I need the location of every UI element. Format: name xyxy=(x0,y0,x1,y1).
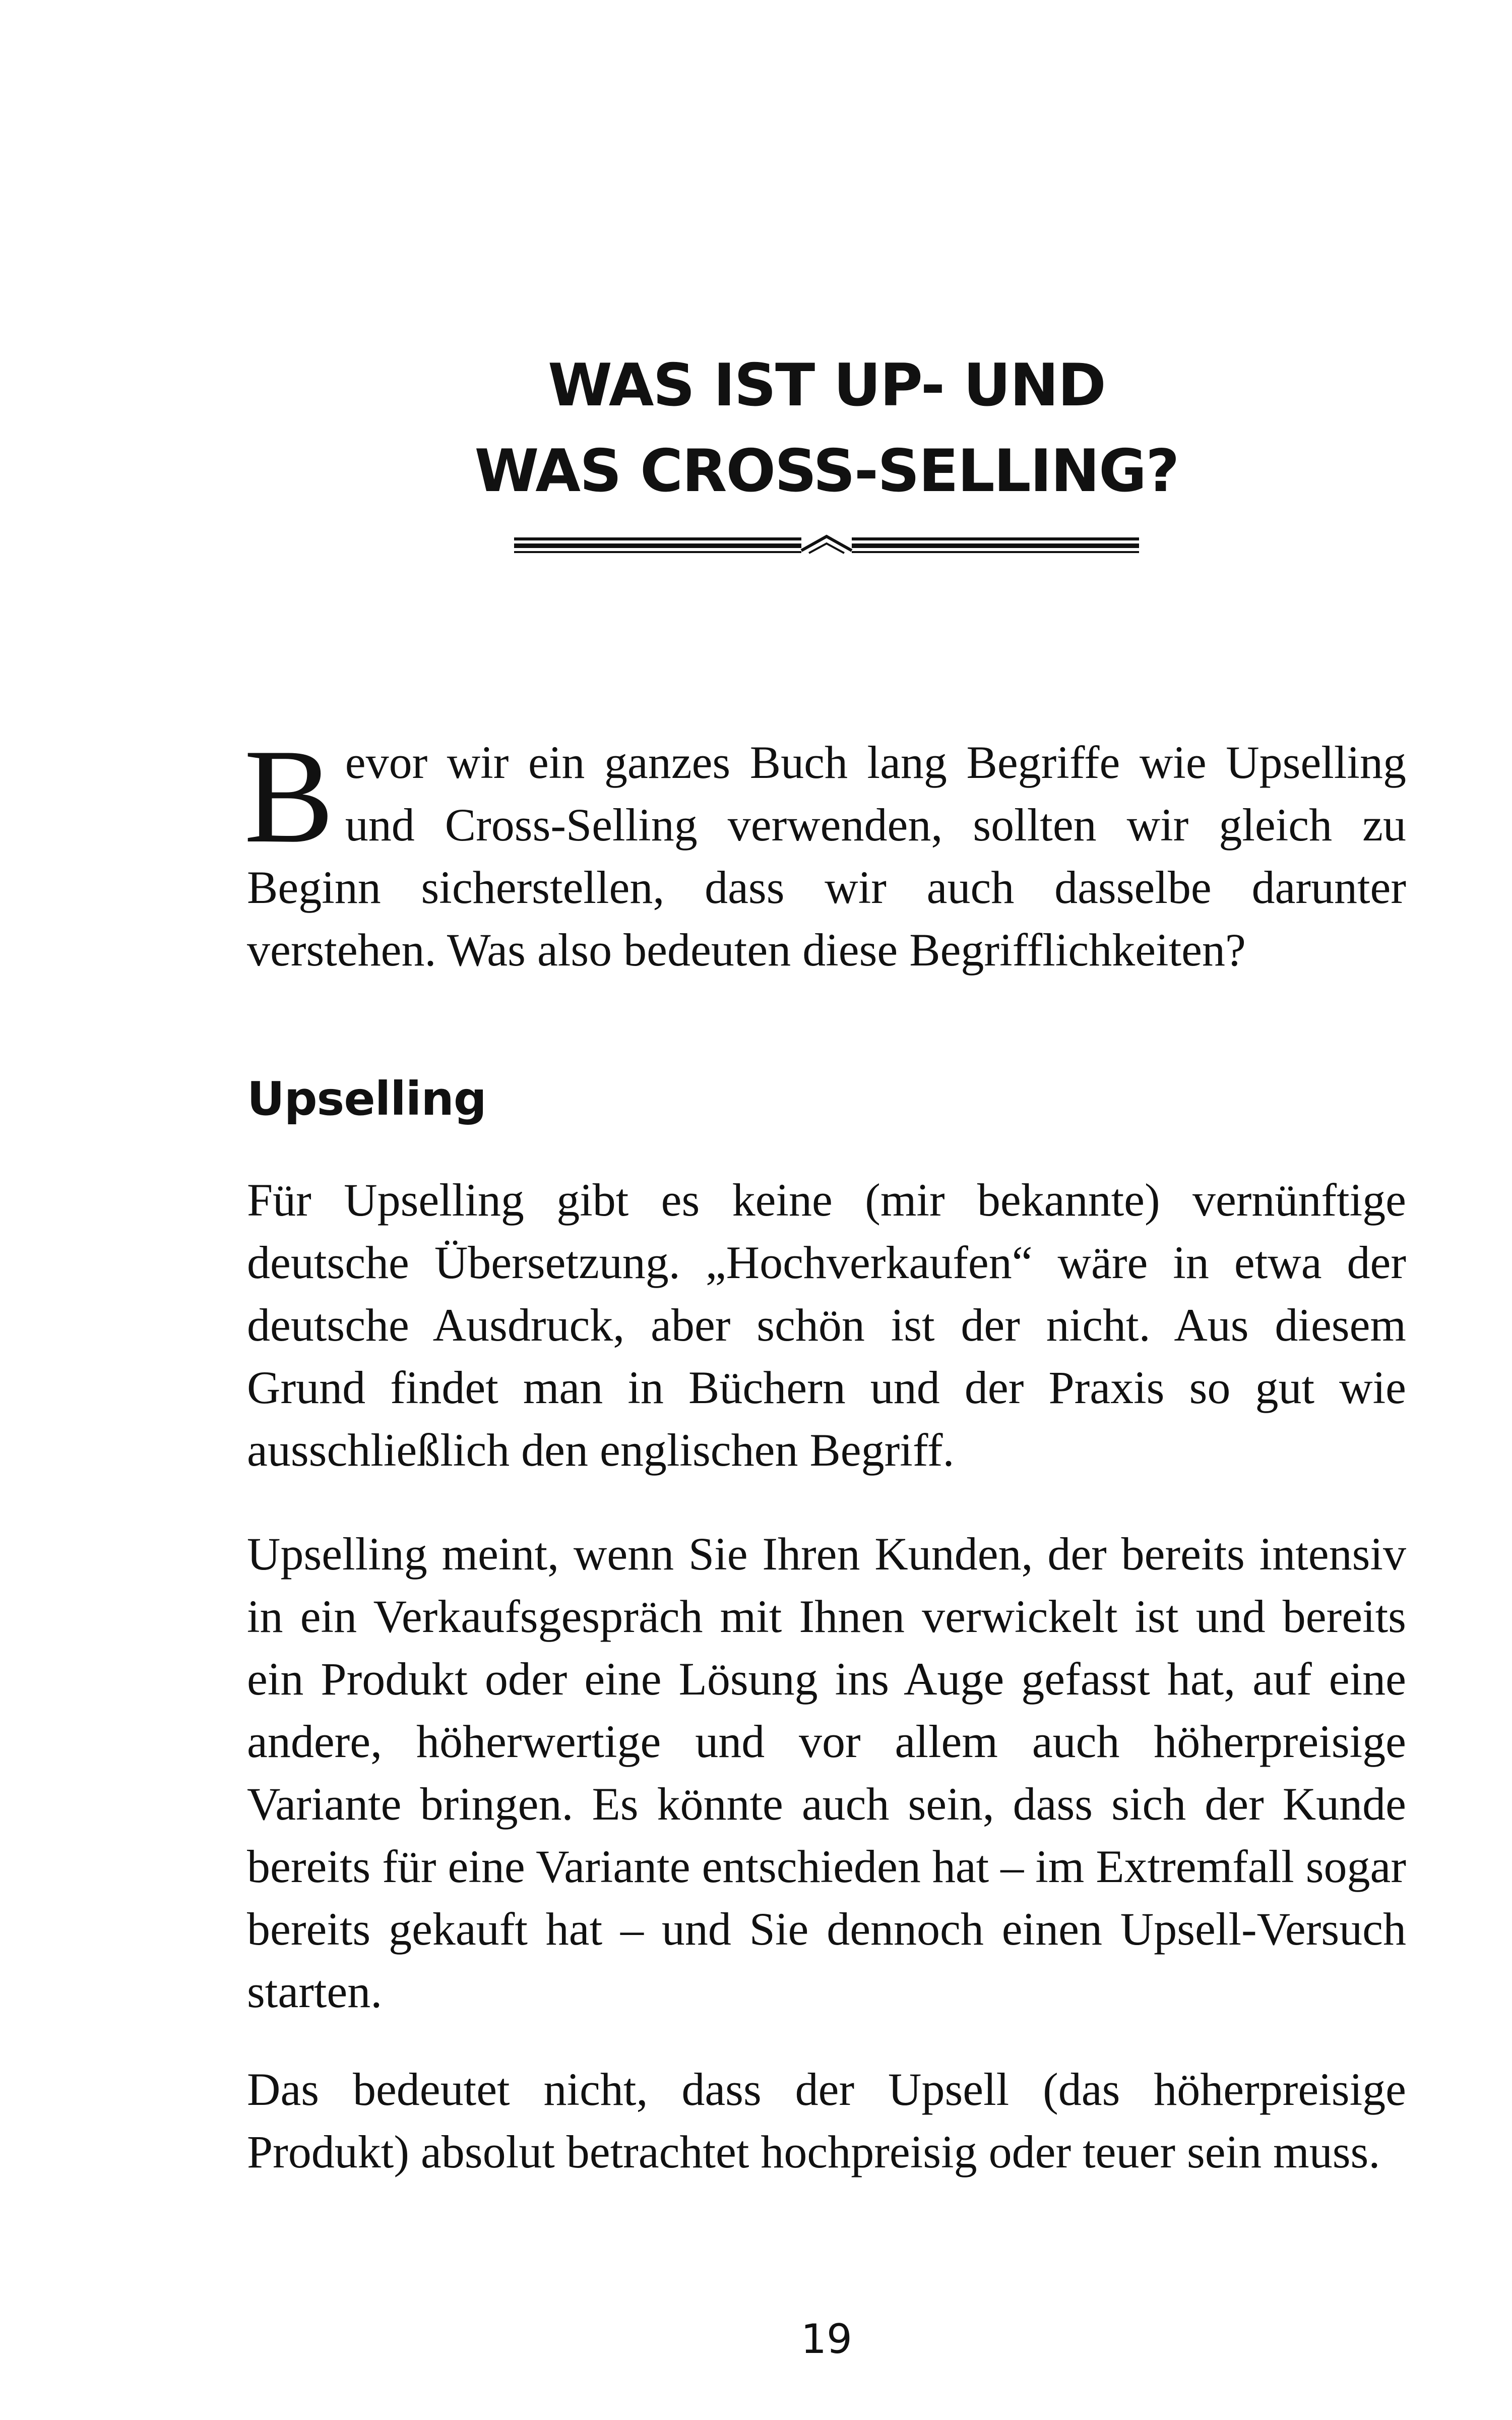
body-paragraph-2 xyxy=(247,1523,1406,2023)
drop-cap: B xyxy=(244,721,334,871)
chapter-title-line-2: WAS CROSS-SELLING? xyxy=(474,437,1179,505)
paragraph-text: Upselling meint, wenn Sie Ihren Kunden, der bereits intensiv in ein Verkaufsgespräch mit Ihnen verwickelt ist und bereits ein Produkt oder eine Lösung ins Auge gefasst hat, auf eine andere, höherwertige und vor allem auch höherpreisige Variante bringen. Es könnte auch sein, dass sich der Kunde bereits für eine Variante entschieden hat – im Extremfall sogar bereits gekauft hat – und Sie dennoch einen Upsell-Versuch starten. xyxy=(247,1528,1406,2017)
chapter-title xyxy=(0,343,1512,514)
paragraph-text: Das bedeutet nicht, dass der Upsell (das höherpreisige Produkt) absolut betrachtet hochpreisig oder teuer sein muss. xyxy=(247,2064,1406,2177)
paragraph-text: Für Upselling gibt es keine (mir bekannte) vernünftige deutsche Übersetzung. „Hochverkaufen“ wäre in etwa der deutsche Ausdruck, aber schön ist der nicht. Aus diesem Grund findet man in Büchern und der Praxis so gut wie ausschließlich den englischen Begriff. xyxy=(247,1174,1406,1476)
section-heading: Upselling xyxy=(247,1072,486,1126)
intro-paragraph xyxy=(244,721,1406,981)
title-divider-ornament xyxy=(514,529,1139,560)
intro-text: evor wir ein ganzes Buch lang Begriffe wie Upselling und Cross-Selling verwenden, sollten wir gleich zu Beginn sicherstellen, dass wir auch dasselbe darunter verstehen. Was also bedeuten diese Begrifflichkeiten? xyxy=(247,737,1406,976)
body-paragraph-3 xyxy=(247,2058,1406,2183)
chapter-title-line-1: WAS IST UP- UND xyxy=(548,351,1105,419)
body-paragraph-1 xyxy=(247,1169,1406,1481)
page-number: 19 xyxy=(801,2316,852,2363)
